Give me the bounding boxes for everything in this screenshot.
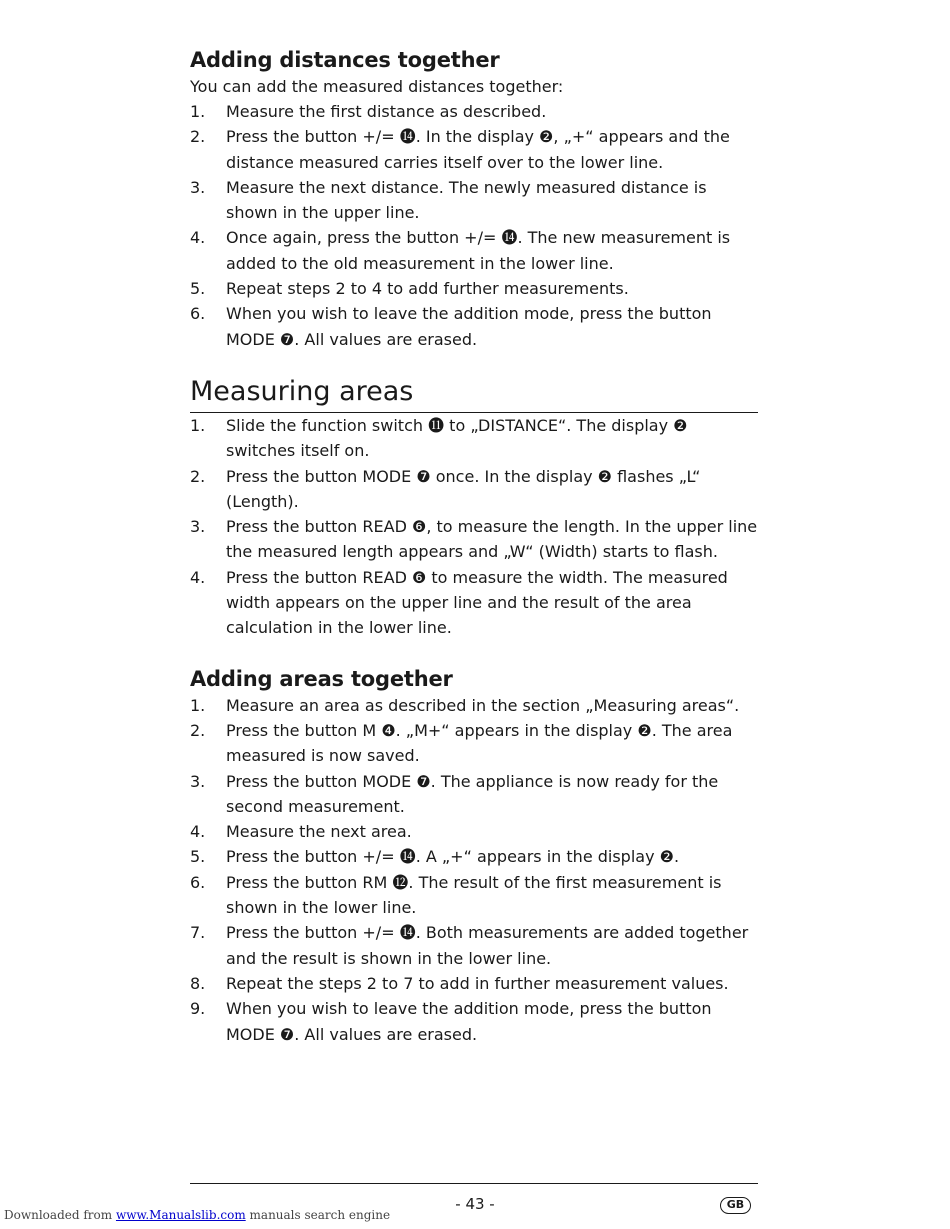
section-heading-measuring-areas: Measuring areas [190, 374, 758, 413]
step-item [190, 718, 758, 769]
step-text: Repeat steps 2 to 4 to add further measurements. [226, 279, 629, 299]
section-intro: You can add the measured distances together: [190, 77, 564, 96]
download-prefix: Downloaded from [4, 1208, 113, 1222]
step-text: When you wish to leave the addition mode, press the button MODE ❼. All values are erased. [226, 999, 712, 1044]
footer-divider [190, 1183, 758, 1184]
step-text: Repeat the steps 2 to 7 to add in further measurement values. [226, 973, 729, 993]
step-item [190, 301, 758, 352]
step-number: 4. [190, 567, 206, 587]
steps-list-adding-distances [190, 99, 758, 352]
step-number: 8. [190, 973, 206, 993]
step-text: Measure an area as described in the section „Measuring areas“. [226, 695, 740, 715]
step-number: 5. [190, 847, 206, 867]
section-heading-adding-distances: Adding distances together [190, 48, 500, 72]
step-item [190, 693, 758, 718]
step-text: Press the button +/= ⓮. Both measurements are added together and the result is shown in the lower line. [226, 923, 749, 968]
page-number: - 43 - [455, 1195, 495, 1213]
step-text: Press the button MODE ❼ once. In the display ❷ flashes „L“ (Length). [226, 466, 701, 511]
step-text: Press the button READ ❻ to measure the width. The measured width appears on the upper line and the result of the area calculation in the lower line. [226, 567, 728, 638]
step-item [190, 565, 758, 641]
step-item [190, 514, 758, 565]
step-item [190, 99, 758, 124]
step-number: 1. [190, 102, 206, 121]
step-number: 7. [190, 923, 206, 943]
step-number: 4. [190, 822, 206, 842]
step-text: Press the button MODE ❼. The appliance is now ready for the second measurement. [226, 771, 719, 816]
step-text: Press the button M ❹. „M+“ appears in the display ❷. The area measured is now saved. [226, 720, 733, 766]
steps-list-adding-areas [190, 693, 758, 1047]
step-item [190, 225, 758, 276]
step-item [190, 276, 758, 301]
steps-list-measuring-areas [190, 413, 758, 641]
step-number: 6. [190, 872, 206, 892]
download-suffix: manuals search engine [249, 1208, 391, 1222]
language-badge: GB [720, 1197, 751, 1214]
download-note [4, 1208, 390, 1222]
step-item [190, 175, 758, 226]
step-number: 2. [190, 127, 206, 147]
step-text: Press the button +/= ⓮. A „+“ appears in the display ❷. [226, 847, 680, 867]
step-item [190, 819, 758, 844]
step-item [190, 413, 758, 464]
step-number: 3. [190, 517, 206, 537]
step-number: 1. [190, 415, 206, 435]
step-text: When you wish to leave the addition mode, press the button MODE ❼. All values are erased. [226, 304, 712, 349]
step-item [190, 920, 758, 971]
step-item [190, 124, 758, 175]
step-item [190, 464, 758, 515]
page-content [190, 46, 758, 1047]
step-text: Measure the next distance. The newly measured distance is shown in the upper line. [226, 177, 707, 223]
step-item [190, 844, 758, 869]
step-item [190, 870, 758, 921]
step-text: Press the button RM ⓬. The result of the first measurement is shown in the lower line. [226, 872, 722, 918]
step-number: 2. [190, 466, 206, 486]
section-heading-adding-areas: Adding areas together [190, 666, 453, 691]
manualslib-link[interactable]: www.Manualslib.com [115, 1208, 246, 1222]
step-number: 3. [190, 771, 206, 791]
step-number: 1. [190, 695, 206, 715]
step-text: Measure the next area. [226, 822, 412, 842]
step-item [190, 769, 758, 820]
step-number: 5. [190, 279, 206, 299]
step-number: 3. [190, 177, 206, 197]
step-item [190, 996, 758, 1047]
step-text: Press the button +/= ⓮. In the display ❷, „+“ appears and the distance measured carries itself over to the lower line. [226, 127, 730, 172]
step-number: 6. [190, 304, 206, 324]
step-number: 9. [190, 999, 206, 1019]
step-text: Slide the function switch ⓫ to „DISTANCE“. The display ❷ switches itself on. [226, 415, 688, 461]
step-item [190, 971, 758, 996]
step-text: Measure the first distance as described. [226, 102, 547, 121]
step-number: 2. [190, 720, 206, 740]
step-text: Press the button READ ❻, to measure the length. In the upper line the measured length appears and „W“ (Width) starts to flash. [226, 517, 758, 562]
step-text: Once again, press the button +/= ⓮. The new measurement is added to the old measurement in the lower line. [226, 228, 731, 273]
step-number: 4. [190, 228, 206, 248]
